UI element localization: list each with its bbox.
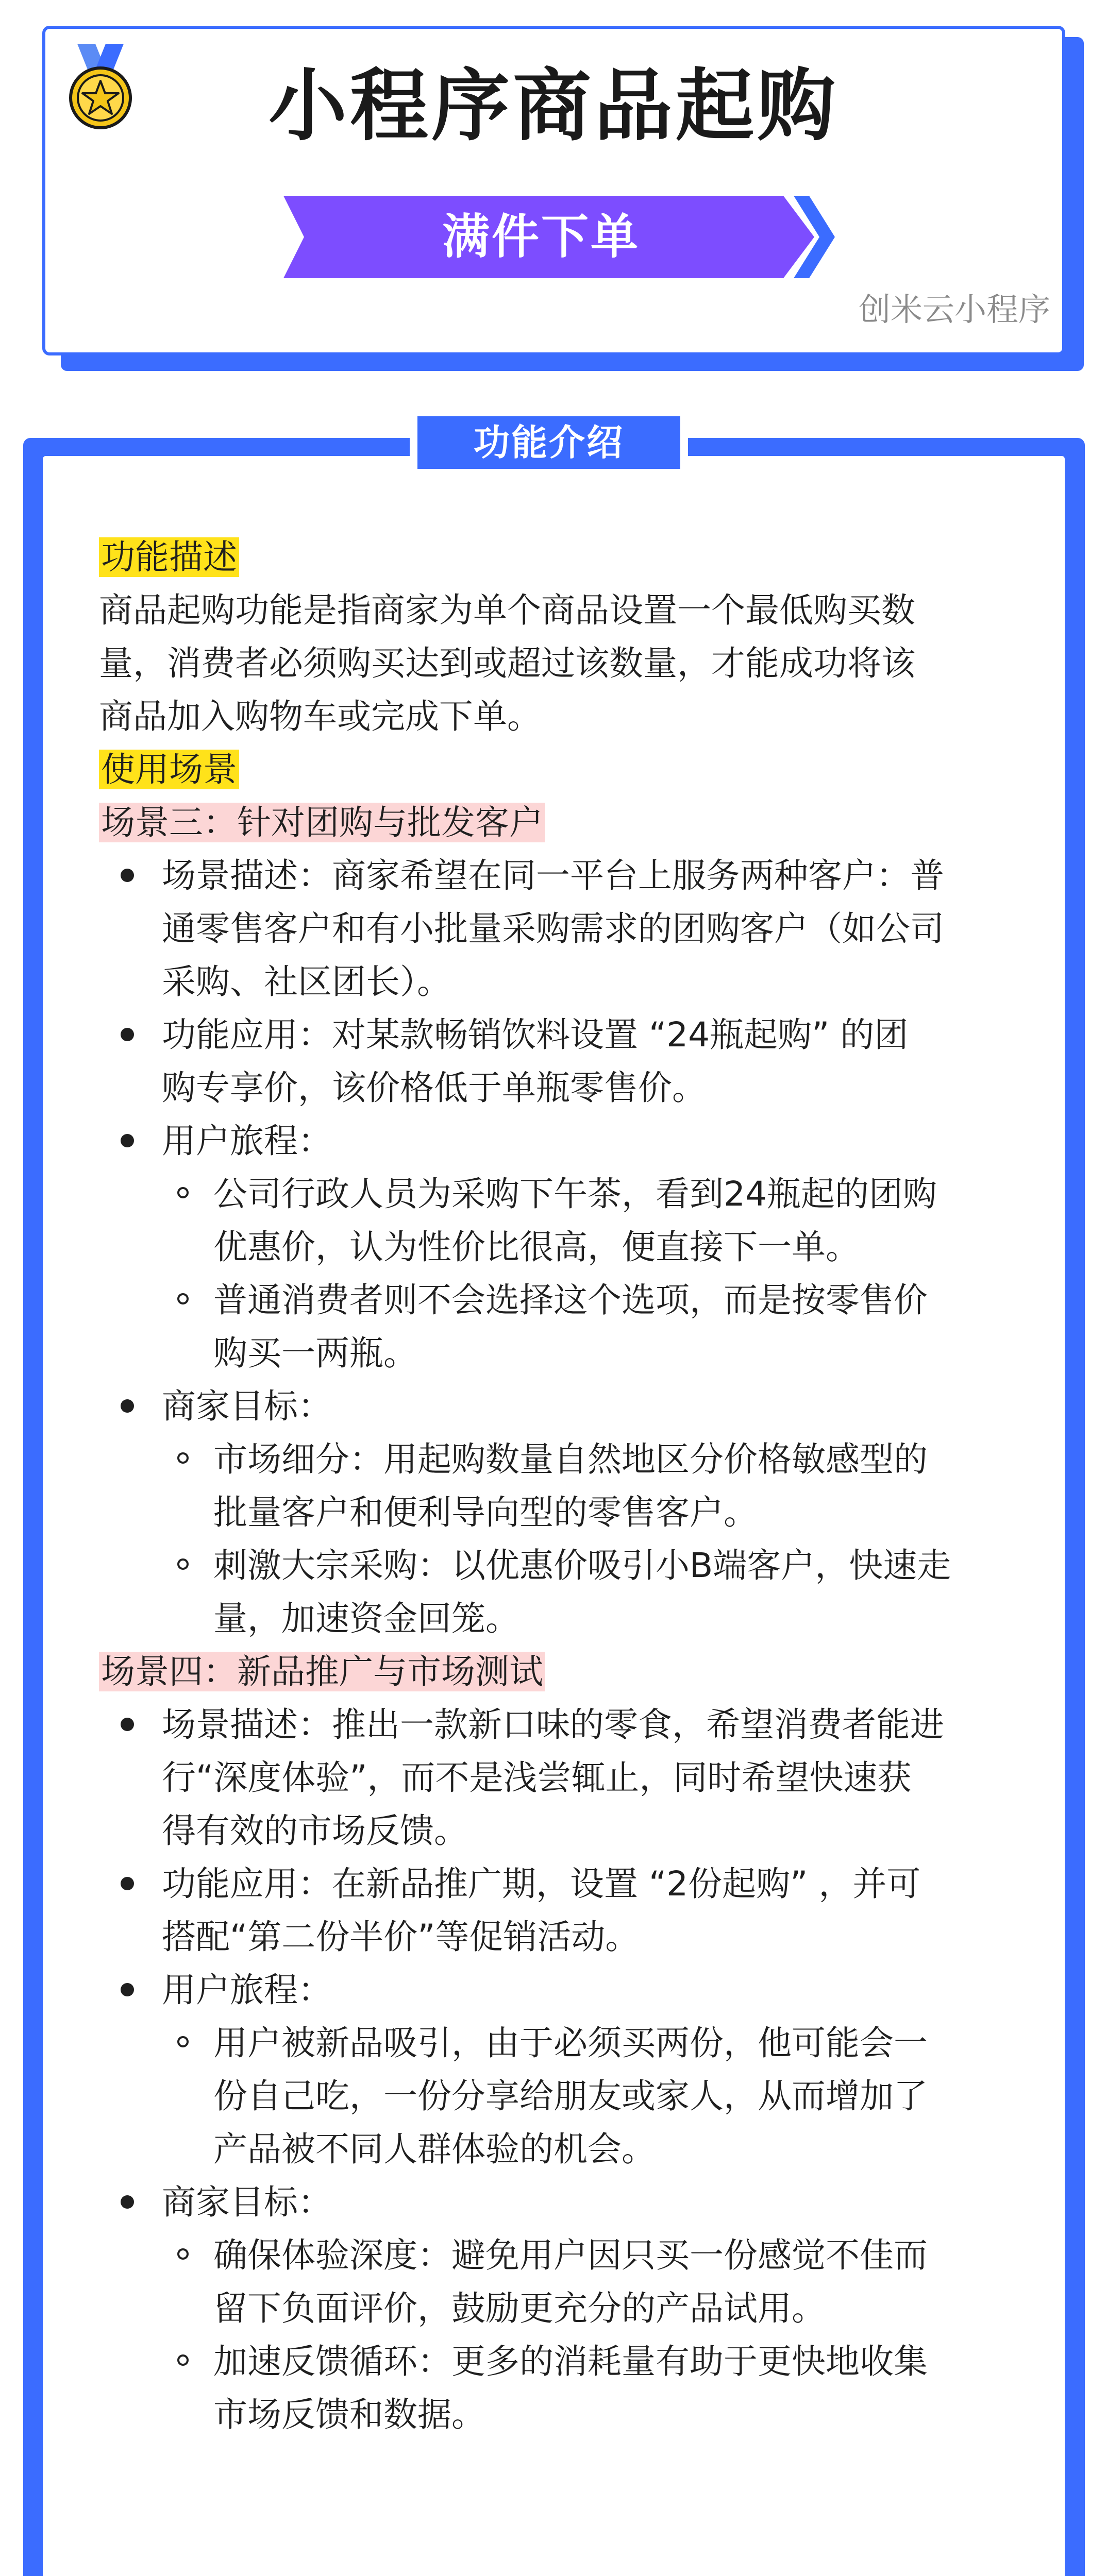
scenario3-title: 场景三：针对团购与批发客户 (99, 803, 545, 842)
desc-heading: 功能描述 (99, 537, 239, 577)
list-text: 得有效的市场反馈。 (162, 1811, 468, 1851)
desc-line: 商品起购功能是指商家为单个商品设置一个最低购买数 (99, 590, 915, 630)
list-text: 行“深度体验”，而不是浅尝辄止，同时希望快速获 (162, 1758, 912, 1798)
list-text: 商家目标： (162, 2182, 332, 2222)
bullet-dot (121, 1399, 134, 1413)
list-text: 市场细分：用起购数量自然地区分价格敏感型的 (213, 1439, 928, 1479)
list-text: 普通消费者则不会选择这个选项，而是按零售价 (213, 1280, 928, 1320)
scenario3-list (99, 849, 1016, 1645)
bullet-dot (121, 1877, 134, 1890)
list-text: 用户旅程： (162, 1121, 332, 1161)
page-title: 小程序商品起购 (269, 60, 838, 151)
sub-list-item (162, 2016, 1016, 2176)
list-text: 功能应用：在新品推广期，设置 “2份起购” ，并可 (162, 1864, 921, 1904)
sub-list (162, 2016, 1016, 2176)
list-item (99, 1380, 1016, 1645)
scenario4-list (99, 1698, 1016, 2441)
sub-list-item (162, 1539, 1016, 1645)
list-text: 场景描述：商家希望在同一平台上服务两种客户：普 (162, 856, 944, 895)
desc-line: 商品加入购物车或完成下单。 (99, 697, 541, 736)
bullet-dot (121, 869, 134, 882)
sub-list-item (162, 2229, 1016, 2335)
list-item (99, 2176, 1016, 2441)
bullet-dot (121, 2195, 134, 2209)
desc-line: 量，消费者必须购买达到或超过该数量，才能成功将该 (99, 643, 915, 683)
list-text: 用户旅程： (162, 1970, 332, 2010)
bullet-dot (121, 1028, 134, 1041)
list-item (99, 1857, 1016, 1963)
subtitle-label: 满件下单 (442, 209, 640, 264)
list-item (99, 1114, 1016, 1380)
sub-list-item (162, 1433, 1016, 1539)
list-text: 场景描述：推出一款新口味的零食，希望消费者能进 (162, 1705, 944, 1744)
list-text: 份自己吃，一份分享给朋友或家人，从而增加了 (213, 2076, 928, 2116)
sub-list-item (162, 1167, 1016, 1274)
list-text: 市场反馈和数据。 (213, 2395, 485, 2434)
bullet-dot (121, 1983, 134, 1996)
list-text: 搭配“第二份半价”等促销活动。 (162, 1917, 640, 1957)
list-text: 留下负面评价，鼓励更充分的产品试用。 (213, 2289, 826, 2328)
brand-label: 创米云小程序 (858, 291, 1050, 328)
sub-list (162, 1433, 1016, 1645)
content-body (99, 531, 1016, 2441)
list-text: 购专享价，该价格低于单瓶零售价。 (162, 1068, 706, 1108)
list-text: 用户被新品吸引，由于必须买两份，他可能会一 (213, 2023, 928, 2063)
bullet-circle (177, 2354, 189, 2366)
list-item (99, 1963, 1016, 2176)
sub-list-item (162, 2335, 1016, 2441)
list-text: 公司行政人员为采购下午茶，看到24瓶起的团购 (213, 1174, 937, 1214)
list-text: 商家目标： (162, 1386, 332, 1426)
list-text: 刺激大宗采购：以优惠价吸引小B端客户，快速走 (213, 1546, 951, 1585)
bullet-circle (177, 2036, 189, 2047)
list-text: 优惠价，认为性价比很高，便直接下一单。 (213, 1227, 860, 1267)
bullet-dot (121, 1134, 134, 1147)
list-item (99, 1008, 1016, 1114)
scenarios-heading: 使用场景 (99, 750, 239, 789)
sub-list (162, 1167, 1016, 1380)
list-text: 采购、社区团长）。 (162, 962, 451, 1002)
list-text: 量，加速资金回笼。 (213, 1599, 519, 1638)
list-text: 确保体验深度：避免用户因只买一份感觉不佳而 (213, 2235, 928, 2275)
list-text: 批量客户和便利导向型的零售客户。 (213, 1493, 758, 1532)
list-text: 产品被不同人群体验的机会。 (213, 2129, 656, 2169)
list-text: 购买一两瓶。 (213, 1333, 417, 1373)
list-item (99, 1698, 1016, 1857)
list-text: 功能应用：对某款畅销饮料设置 “24瓶起购” 的团 (162, 1015, 909, 1055)
sub-list (162, 2229, 1016, 2441)
list-text: 通零售客户和有小批量采购需求的团购客户（如公司 (162, 909, 944, 948)
list-text: 加速反馈循环：更多的消耗量有助于更快地收集 (213, 2342, 928, 2381)
bullet-dot (121, 1718, 134, 1731)
bullet-circle (177, 1293, 189, 1304)
sub-list-item (162, 1274, 1016, 1380)
bullet-circle (177, 1452, 189, 1464)
bullet-circle (177, 1558, 189, 1570)
scenario4-title: 场景四：新品推广与市场测试 (99, 1652, 545, 1691)
bullet-circle (177, 2248, 189, 2260)
bullet-circle (177, 1187, 189, 1198)
list-item (99, 849, 1016, 1008)
section-tab: 功能介绍 (417, 416, 680, 469)
